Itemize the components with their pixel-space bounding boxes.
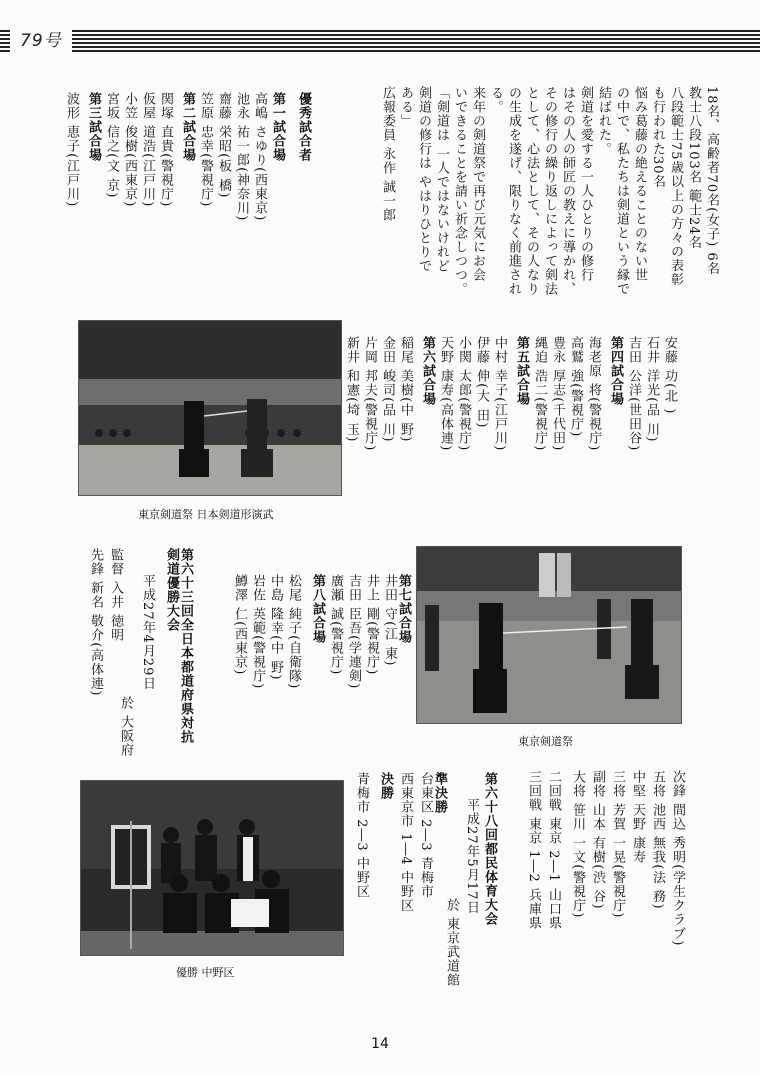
article-line: の中で、私たちは剣道という縁で [614,86,629,296]
winner-entry: 片岡 邦夫(警視庁) [362,336,377,452]
taikai63-date: 平成27年4月29日 [140,574,155,691]
photo1-caption: 東京剣道祭 日本剣道形演武 [138,508,274,521]
article-line: として、心法として、その人なり [524,86,539,296]
roster-entry: 五将 池西 無我(法 務) [650,770,665,910]
taikai63-team [82,548,122,708]
article-line: 剣道を愛する一人ひとりの修行 [578,86,593,282]
semifinal-label: 準決勝 [432,772,447,814]
final-result: 青梅市 2―3 中野区 [354,772,369,899]
venue-heading: 第四試合場 [608,336,623,406]
taikai63-title-line1: 第六十三回全日本都道府県対抗 [178,548,193,744]
issue-header [0,30,760,52]
article-line: の生成を遂げ、限りなく前進され [506,86,521,296]
issue-number: 79号 [10,30,72,52]
taikai63-results [520,770,560,970]
winner-entry: 廣瀬 誠(警視庁) [328,574,343,676]
article-line: 来年の剣道祭で再び元気にお会 [470,86,485,282]
roster-entry: 中堅 天野 康寿 [630,770,645,865]
winner-entry: 波形 恵子(江戸川) [64,92,79,208]
article-line: はその人の師匠の教えに導かれ、 [560,86,575,296]
article-line: 18名、高齢者70名(女子) 6名 [704,86,719,276]
taikai68-results [350,772,446,952]
venue-heading: 第二試合場 [180,92,195,162]
article-line: 「剣道は 一人ではないけれど [434,86,449,274]
venue-heading: 第一試合場 [270,92,285,162]
roster-entry: 副将 山本 有樹(渋 谷) [590,770,605,910]
taikai68-title: 第六十八回都民体育大会 [482,772,497,926]
winner-entry: 豊永 厚志(千代田) [550,336,565,452]
venue-heading: 第七試合場 [396,574,411,644]
team-member: 先鋒 新名 敬介(高体連) [88,548,103,697]
team-roster [560,770,684,980]
article-line: 八段範士75歳以上の方々の表彰 [668,86,683,287]
winner-entry: 鱒澤 仁(西東京) [232,574,247,676]
photo2-caption: 東京剣道祭 [518,735,573,748]
winner-entry: 石井 洋光(品 川) [644,336,659,443]
winner-entry: 吉田 臣吾(学連剣) [346,574,361,690]
winner-entry: 井田 守(江 東) [382,574,397,667]
photo-nakano-champions [80,780,344,956]
winner-entry: 安藤 功(北 ) [662,336,677,415]
photo-tokyo-kendo-festival [416,546,682,724]
roster-entry: 次鋒 間込 秀明(学生クラブ) [670,770,685,947]
winner-entry: 吉田 公洋(世田谷) [626,336,641,452]
taikai63-venue: 於 大阪府 [118,696,133,758]
team-member: 監督 入井 徳明 [108,548,123,643]
winner-entry: 新井 和憲(埼 玉) [344,336,359,443]
winner-entry: 齋藤 栄昭(板 橋) [216,92,231,199]
winners-title: 優秀試合者 [296,92,311,162]
winner-entry: 井上 剛(警視庁) [364,574,379,676]
venues-seven-eight [210,574,410,744]
article-line: いできることを請い祈念しつつ。 [452,86,467,296]
winner-entry: 金田 峻司(品 川) [380,336,395,443]
roster-entry: 大将 笹川 一文(警視庁) [570,770,585,919]
roster-entry: 三将 芳賀 一晃(警視庁) [610,770,625,919]
winners-list [64,92,285,322]
taikai63-title-line2: 剣道優勝大会 [164,548,179,632]
venue-heading: 第三試合場 [86,92,101,162]
article-line: る。 [488,86,503,114]
semifinal-result: 西東京市 1―4 中野区 [398,772,413,913]
photo3-caption: 優勝 中野区 [176,966,235,979]
header-stripes [0,30,760,52]
venue-heading: 第六試合場 [420,336,435,406]
match-result: 三回戦 東京 1―2 兵庫県 [526,770,541,930]
winner-entry: 小関 太郎(警視庁) [456,336,471,452]
photo-kata-demonstration [78,320,342,496]
winner-entry: 中村 幸子(江戸川) [492,336,507,452]
winner-entry: 小笠 俊樹(西東京) [122,92,137,208]
winner-entry: 池永 祐一郎(神奈川) [234,92,249,222]
closing-article [376,86,718,326]
winner-entry: 岩佐 英範(警視庁) [250,574,265,690]
article-line: 教士八段103名 範士24名 [686,86,701,250]
article-line: 悩み葛藤の絶えることのない世 [632,86,647,282]
winner-entry: 高嶋 さゆり(西東京) [252,92,267,222]
winner-entry: 天野 康寿(高体連) [438,336,453,452]
venue-heading: 第五試合場 [514,336,529,406]
article-line: 結ばれた。 [596,86,611,156]
winner-entry: 仮屋 道浩(江戸川) [140,92,155,208]
winner-entry: 松尾 純子(自衛隊) [286,574,301,690]
winner-entry: 海老原 将(警視庁) [586,336,601,452]
winner-entry: 笠原 忠幸(警視庁) [198,92,213,208]
match-result: 二回戦 東京 2―1 山口県 [546,770,561,930]
winner-entry: 宮坂 信之(文 京) [104,92,119,199]
page-number: 14 [371,1036,389,1052]
taikai68-date: 平成27年5月17日 [464,798,479,915]
article-line: その修行の繰り返しによって剣法 [542,86,557,296]
article-line: ある」 [398,86,413,128]
winner-entry: 伊藤 伸(大 田) [474,336,489,429]
venue-heading: 第八試合場 [310,574,325,644]
winner-entry: 中島 隆幸(中 野) [268,574,283,681]
article-line: 剣道の修行は やはりひとりで [416,86,431,274]
winner-entry: 高鷲 強(警視庁) [568,336,583,438]
final-label: 決勝 [378,772,393,800]
article-line: も行われた30名 [650,86,665,189]
taikai63-title [164,548,192,758]
winner-entry: 稲尾 美樹(中 野) [398,336,413,443]
semifinal-result: 台東区 2―3 青梅市 [418,772,433,899]
winner-entry: 縄迫 浩二(警視庁) [532,336,547,452]
taikai68-venue: 於 東京武道館 [444,898,459,988]
winner-entry: 関塚 直貴(警視庁) [158,92,173,208]
venues-four-to-six [344,336,677,526]
article-line: 広報委員 永作 誠一郎 [380,86,395,223]
